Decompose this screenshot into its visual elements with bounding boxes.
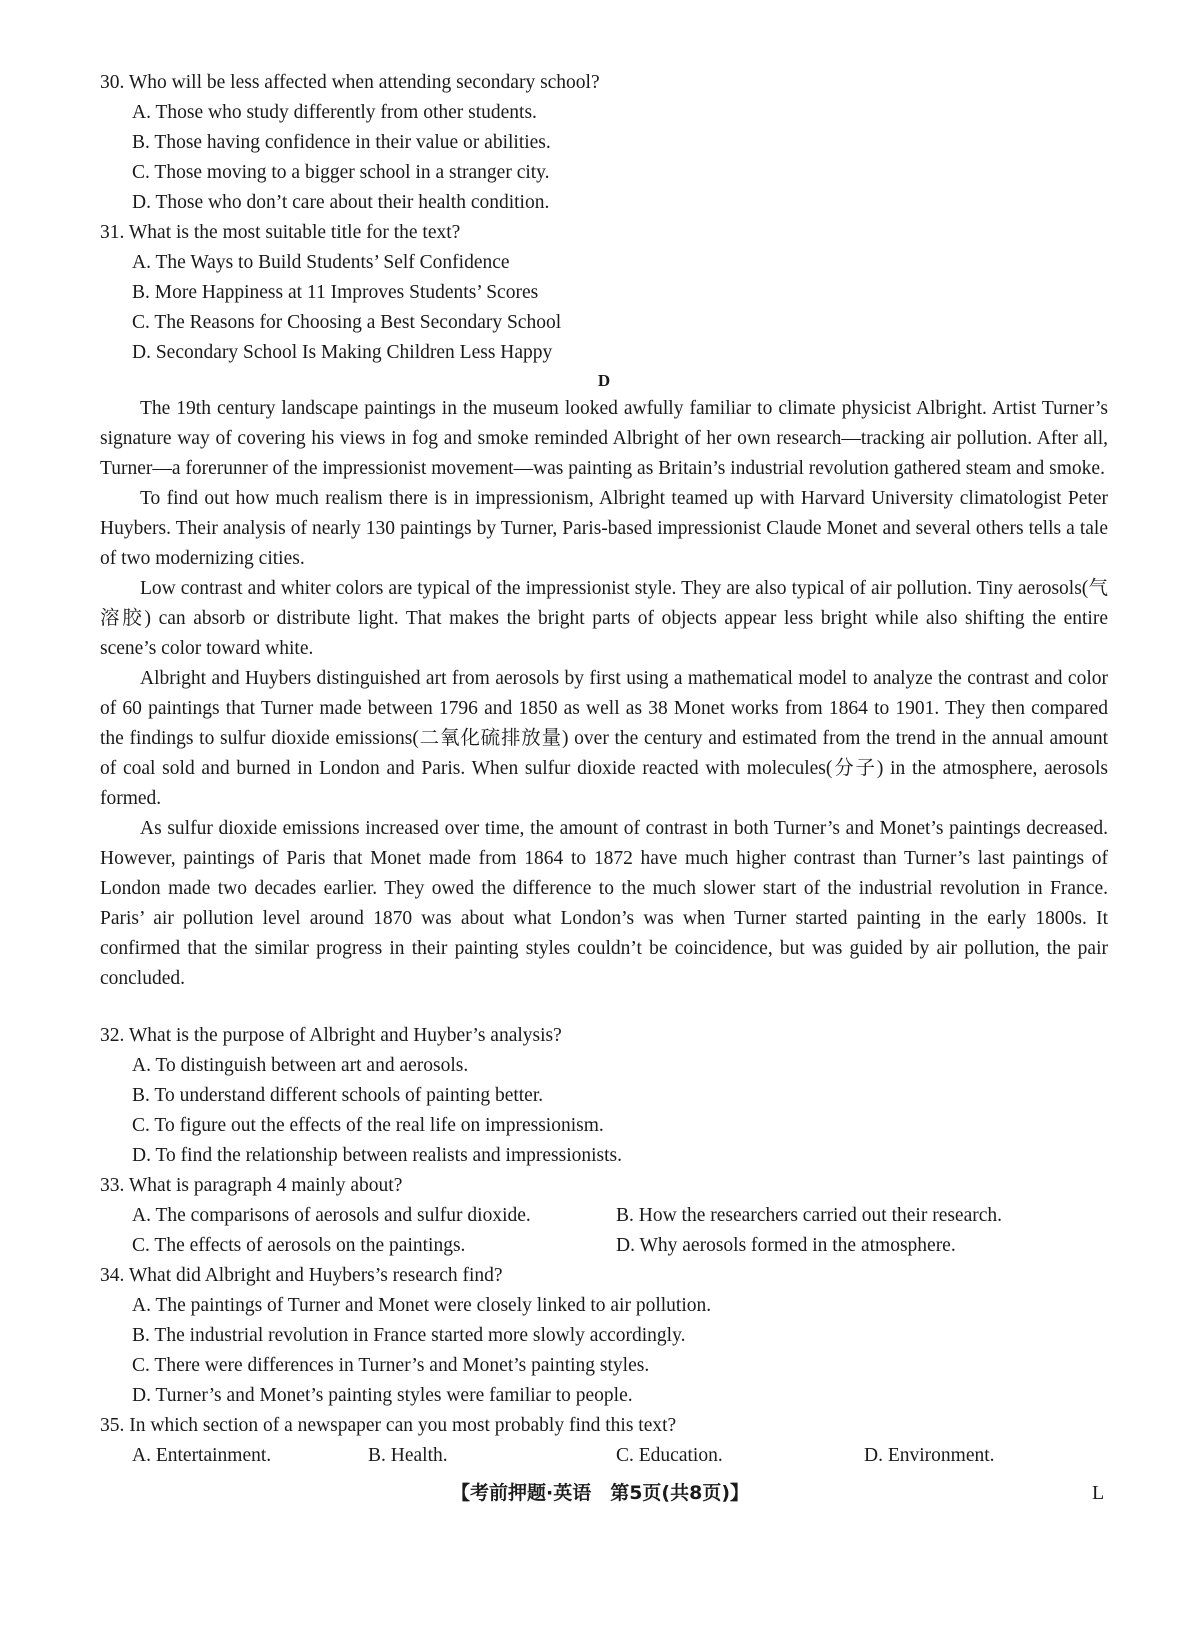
q30-option-a: A. Those who study differently from other students. [132, 102, 537, 123]
q31-option-a: A. The Ways to Build Students’ Self Confidence [132, 252, 510, 273]
q33-options-row-2 [100, 1231, 1108, 1261]
q33-option-c: C. The effects of aerosols on the paintings. [132, 1235, 466, 1256]
question-34: 34. What did Albright and Huybers’s research find? [100, 1265, 503, 1286]
q30-option-d: D. Those who don’t care about their health condition. [132, 192, 550, 213]
q33-options-row-1 [100, 1201, 1108, 1231]
corner-mark: L [1092, 1482, 1105, 1504]
q32-option-d: D. To find the relationship between realists and impressionists. [132, 1145, 623, 1166]
passage-paragraph-5: As sulfur dioxide emissions increased over time, the amount of contrast in both Turner’s and Monet’s paintings decreased. However, paintings of Paris that Monet made from 1864 to 1872 have much higher contrast than Turner’s last paintings of London made two decades earlier. They owed the difference to the much slower start of the industrial revolution in France. Paris’ air pollution level around 1870 was about what London’s was when Turner started painting in the early 1800s. It confirmed that the similar progress in their painting styles couldn’t be coincidence, but was guided by air pollution, the pair concluded. [100, 818, 1108, 989]
passage [100, 394, 1108, 994]
q32-option-a: A. To distinguish between art and aerosols. [132, 1055, 469, 1076]
question-30: 30. Who will be less affected when attending secondary school? [100, 72, 600, 93]
q35-option-b: B. Health. [368, 1445, 448, 1466]
q33-option-a: A. The comparisons of aerosols and sulfur dioxide. [132, 1205, 531, 1226]
question-31: 31. What is the most suitable title for the text? [100, 222, 461, 243]
q31-option-d: D. Secondary School Is Making Children Less Happy [132, 342, 553, 363]
q30-option-b: B. Those having confidence in their value or abilities. [132, 132, 551, 153]
q32-option-b: B. To understand different schools of painting better. [132, 1085, 544, 1106]
questions-32-35 [100, 1021, 1108, 1471]
q33-option-b: B. How the researchers carried out their research. [616, 1205, 1003, 1226]
section-title: D [597, 371, 611, 390]
q34-option-a: A. The paintings of Turner and Monet were closely linked to air pollution. [132, 1295, 712, 1316]
q31-option-c: C. The Reasons for Choosing a Best Secondary School [132, 312, 562, 333]
question-35: 35. In which section of a newspaper can you most probably find this text? [100, 1415, 677, 1436]
page-footer: 【考前押题·英语 第5页(共8页)】 [450, 1482, 750, 1504]
passage-paragraph-2: To find out how much realism there is in impressionism, Albright teamed up with Harvard University climatologist Peter Huybers. Their analysis of nearly 130 paintings by Turner, Paris-based impressionist Claude Monet and several others tells a tale of two modernizing cities. [100, 488, 1108, 569]
questions-30-31 [100, 68, 1108, 368]
q35-options-row [100, 1441, 1108, 1471]
passage-paragraph-3: Low contrast and whiter colors are typical of the impressionist style. They are also typical of air pollution. Tiny aerosols(气溶胶) can absorb or distribute light. That makes the bright parts of objects appear less bright while also shifting the entire scene’s color toward white. [100, 578, 1108, 659]
q35-option-c: C. Education. [616, 1445, 723, 1466]
q34-option-b: B. The industrial revolution in France started more slowly accordingly. [132, 1325, 686, 1346]
passage-paragraph-4: Albright and Huybers distinguished art from aerosols by first using a mathematical model to analyze the contrast and color of 60 paintings that Turner made between 1796 and 1850 as well as 38 Monet works from 1864 to 1901. They then compared the findings to sulfur dioxide emissions(二氧化硫排放量) over the century and estimated from the trend in the annual amount of coal sold and burned in London and Paris. When sulfur dioxide reacted with molecules(分子) in the atmosphere, aerosols formed. [100, 668, 1108, 809]
passage-paragraph-1: The 19th century landscape paintings in the museum looked awfully familiar to climate physicist Albright. Artist Turner’s signature way of covering his views in fog and smoke reminded Albright of her own research—tracking air pollution. After all, Turner—a forerunner of the impressionist movement—was painting as Britain’s industrial revolution gathered steam and smoke. [100, 398, 1108, 479]
q31-option-b: B. More Happiness at 11 Improves Students’ Scores [132, 282, 539, 303]
q34-option-d: D. Turner’s and Monet’s painting styles were familiar to people. [132, 1385, 633, 1406]
q33-option-d: D. Why aerosols formed in the atmosphere. [616, 1235, 956, 1256]
question-33: 33. What is paragraph 4 mainly about? [100, 1175, 403, 1196]
q32-option-c: C. To figure out the effects of the real life on impressionism. [132, 1115, 604, 1136]
q35-option-a: A. Entertainment. [132, 1445, 272, 1466]
q35-option-d: D. Environment. [864, 1445, 995, 1466]
question-32: 32. What is the purpose of Albright and Huyber’s analysis? [100, 1025, 562, 1046]
q30-option-c: C. Those moving to a bigger school in a stranger city. [132, 162, 550, 183]
q34-option-c: C. There were differences in Turner’s and Monet’s painting styles. [132, 1355, 650, 1376]
section-header [100, 368, 1108, 394]
